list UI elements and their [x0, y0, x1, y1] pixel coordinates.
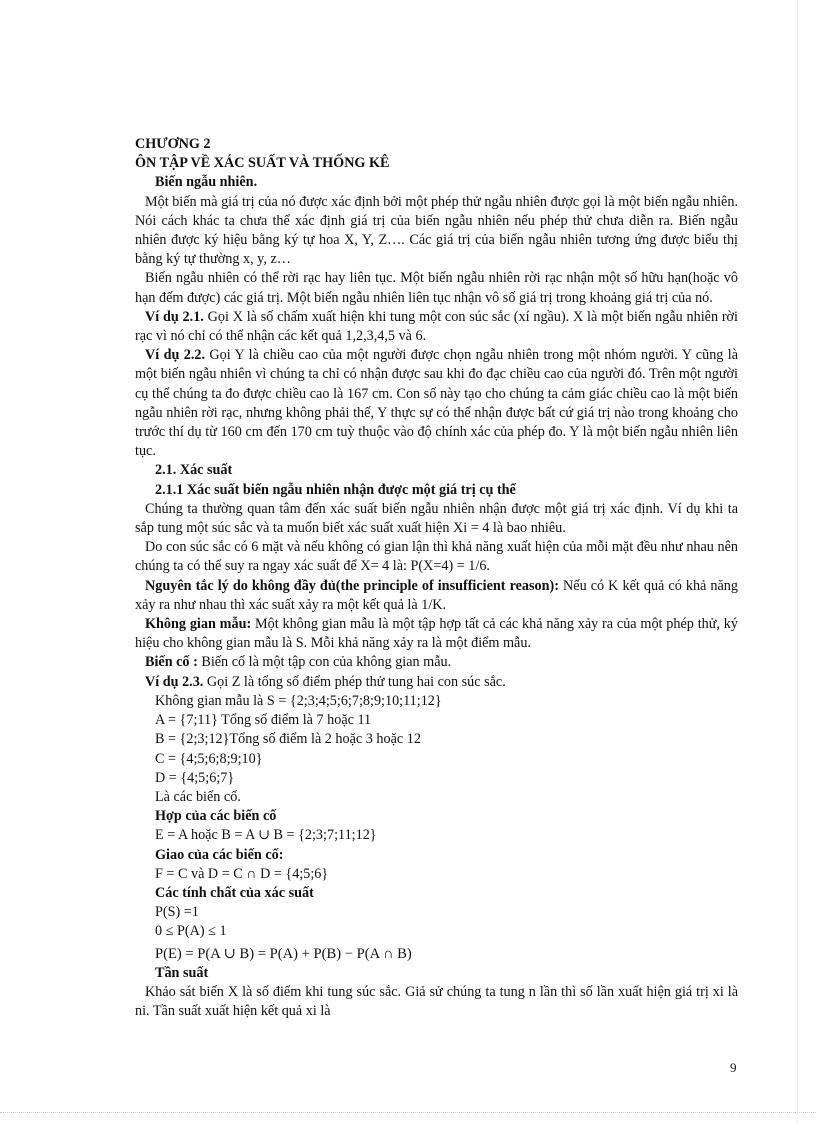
document-page	[135, 135, 738, 1021]
paragraph-specific-value: Chúng ta thường quan tâm đến xác suất biến ngẫu nhiên nhận được một giá trị xác định. Ví dụ khi ta sắp tung một súc sắc và ta muốn biết xác suất xuất hiện Xi = 4 là bao nhiêu.	[135, 500, 738, 537]
example-text: Gọi X là số chấm xuất hiện khi tung một con súc sắc (xí ngầu). X là một biến ngẫu nhiên rời rạc vì nó chỉ có thể nhận các kết quả 1,2,3,4,5 và 6.	[135, 308, 738, 345]
intersection-heading: Giao của các biến cố:	[155, 846, 284, 863]
example-label: Ví dụ 2.2.	[145, 347, 206, 364]
union-line: E = A hoặc B = A ∪ B = {2;3;7;11;12}	[155, 827, 377, 844]
event-c-line: C = {4;5;6;8;9;10}	[155, 750, 263, 767]
event-label: Biến cố :	[145, 654, 198, 671]
event-b-line: B = {2;3;12}Tổng số điểm là 2 hoặc 3 hoặc 12	[155, 731, 421, 748]
events-note: Là các biến cố.	[155, 788, 241, 805]
example-label: Ví dụ 2.3.	[145, 673, 204, 690]
event-a-line: A = {7;11} Tổng số điểm là 7 hoặc 11	[155, 712, 372, 729]
property-sample-space: P(S) =1	[155, 904, 199, 921]
chapter-label: CHƯƠNG 2	[135, 136, 211, 152]
example-text: Gọi Z là tổng số điểm phép thử tung hai con súc sắc.	[203, 673, 506, 690]
property-bounds: 0 ≤ P(A) ≤ 1	[155, 923, 227, 940]
section-2-1-heading: 2.1. Xác suất	[155, 462, 233, 479]
example-2-3	[135, 673, 738, 692]
right-dotted-rule	[797, 0, 798, 1123]
properties-heading: Các tính chất của xác suất	[155, 884, 314, 901]
example-text: Gọi Y là chiều cao của một người được chọn ngẫu nhiên trong một nhóm người. Y cũng là một biến ngẫu nhiên vì chúng ta chỉ có nhận được sau khi đo đạc chiều cao của người đó. Trên một người cụ thể chúng ta đo được chiều cao là 167 cm. Con số này tạo cho chúng ta cảm giác chiều cao là một biến ngẫu nhiên rời rạc, nhưng không phải thế, Y thực sự có thể nhận được bất cứ giá trị nào trong khoảng cho trước thí dụ từ 160 cm đến 170 cm tuỳ thuộc vào độ chính xác của phép đo. Y là một biến ngẫu nhiên liên tục.	[135, 347, 739, 460]
heading-random-variable: Biến ngẫu nhiên.	[155, 174, 258, 191]
example-label: Ví dụ 2.1.	[145, 308, 204, 325]
principle-label: Nguyên tắc lý do không đầy đủ(the principle of insufficient reason):	[145, 577, 559, 594]
section-2-1-1-heading: 2.1.1 Xác suất biến ngẫu nhiên nhận được một giá trị cụ thể	[155, 481, 516, 498]
example-2-2	[135, 346, 738, 461]
example-2-1	[135, 308, 738, 346]
event-paragraph	[135, 653, 738, 672]
sample-space-label: Không gian mẫu:	[145, 616, 252, 633]
intersection-line: F = C và D = C ∩ D = {4;5;6}	[155, 865, 329, 882]
sample-space-text: Một không gian mẫu là một tập hợp tất cả các khả năng xảy ra của một phép thử, ký hiệu cho không gian mẫu là S. Mỗi khả năng xảy ra là một điểm mẫu.	[135, 616, 738, 652]
event-text: Biến cố là một tập con của không gian mẫu.	[197, 654, 452, 671]
chapter-title: ÔN TẬP VỀ XÁC SUẤT VÀ THỐNG KÊ	[135, 155, 390, 172]
principle-text: Nếu có K kết quả có khả năng xảy ra như nhau thì xác suất xảy ra một kết quả là 1/K.	[135, 577, 738, 613]
paragraph-discrete-continuous: Biến ngẫu nhiên có thể rời rạc hay liên tục. Một biến ngẫu nhiên rời rạc nhận một số hữu hạn(hoặc vô hạn đếm được) các giá trị. Một biến ngẫu nhiên liên tục nhận vô số giá trị trong khoảng giá trị của nó.	[135, 270, 738, 306]
property-addition-formula: P(E) = P(A ∪ B) = P(A) + P(B) − P(A ∩ B)	[155, 945, 412, 962]
principle-paragraph	[135, 577, 738, 615]
frequency-heading: Tần suất	[155, 964, 209, 981]
paragraph-definition: Một biến mà giá trị của nó được xác định bởi một phép thử ngẫu nhiên được gọi là một biến ngẫu nhiên. Nói cách khác ta chưa thể xác định giá trị của biến ngẫu nhiên nếu phép thử chưa diễn ra. Biến ngẫu nhiên được ký hiệu bằng ký tự hoa X, Y, Z…. Các giá trị của biến ngẫu nhiên tương ứng được biểu thị bằng ký tự thường x, y, z…	[135, 193, 738, 268]
paragraph-frequency: Khảo sát biến X là số điểm khi tung súc sắc. Giả sử chúng ta tung n lần thì số lần xuất hiện giá trị xi là ni. Tần suất xuất hiện kết quả xi là	[135, 983, 738, 1020]
union-heading: Hợp của các biến cố	[155, 808, 277, 825]
page-number: 9	[730, 1060, 737, 1075]
bottom-dotted-rule	[0, 1112, 816, 1113]
paragraph-die-faces: Do con súc sắc có 6 mặt và nếu không có gian lận thì khả năng xuất hiện của mỗi mặt đều như nhau nên chúng ta có thể suy ra ngay xác suất để X= 4 là: P(X=4) = 1/6.	[135, 539, 738, 575]
sample-space-line: Không gian mẫu là S = {2;3;4;5;6;7;8;9;10;11;12}	[155, 692, 442, 709]
event-d-line: D = {4;5;6;7}	[155, 769, 235, 786]
sample-space-paragraph	[135, 615, 738, 653]
